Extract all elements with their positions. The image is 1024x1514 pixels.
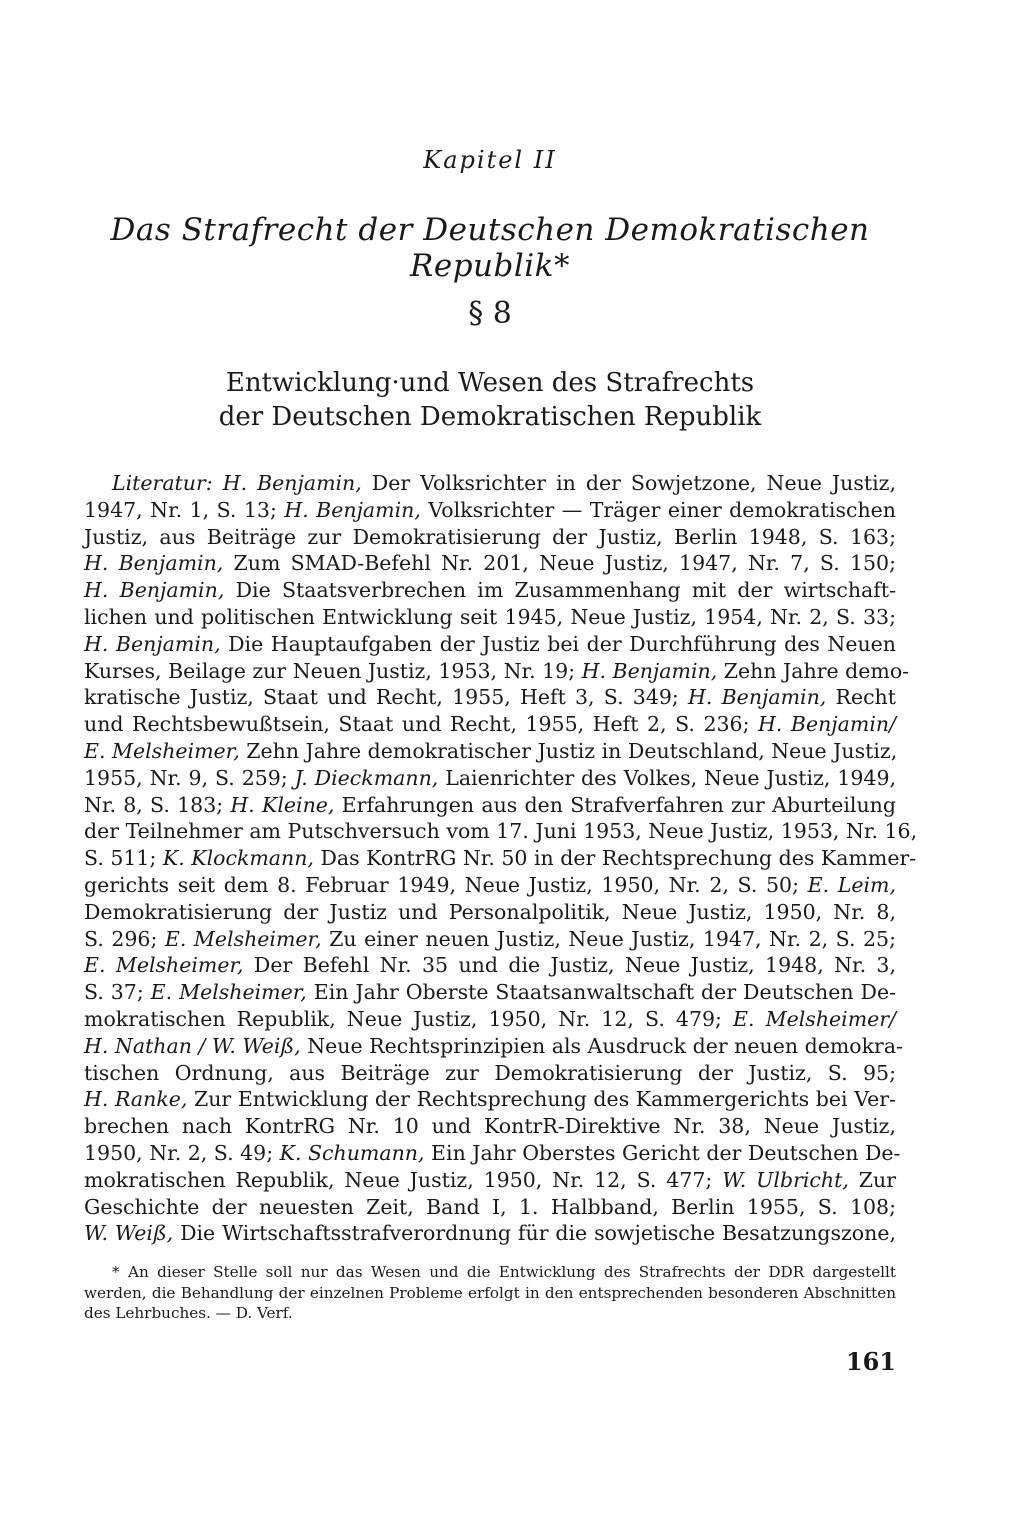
footnote: [84, 1262, 896, 1324]
literature-line: S. 37; E. Melsheimer, Ein Jahr Oberste Staatsanwaltschaft der Deutschen De-: [84, 980, 896, 1005]
literature-line: lichen und politischen Entwicklung seit 1945, Neue Justiz, 1954, Nr. 2, S. 33;: [84, 604, 896, 629]
literature-line: mokratischen Republik, Neue Justiz, 1950, Nr. 12, S. 479; E. Melsheimer/: [84, 1006, 896, 1031]
literature-line: Geschichte der neuesten Zeit, Band I, 1. Halbband, Berlin 1955, S. 108;: [84, 1194, 896, 1219]
literature-line: Literatur: H. Benjamin, Der Volksrichter in der Sowjetzone, Neue Justiz,: [112, 471, 896, 495]
literature-line: S. 511; K. Klockmann, Das KontrRG Nr. 50 in der Rechtsprechung des Kammer-: [84, 846, 917, 871]
section-heading-line: der Deutschen Demokratischen Republik: [218, 402, 762, 432]
literature-line: Demokratisierung der Justiz und Personalpolitik, Neue Justiz, 1950, Nr. 8,: [84, 899, 896, 924]
literature-line: 1950, Nr. 2, S. 49; K. Schumann, Ein Jahr Oberstes Gericht der Deutschen De-: [84, 1140, 901, 1165]
literature-line: 1955, Nr. 9, S. 259; J. Dieckmann, Laienrichter des Volkes, Neue Justiz, 1949,: [84, 765, 896, 790]
literature-line: 1947, Nr. 1, S. 13; H. Benjamin, Volksrichter — Träger einer demokratischen: [84, 497, 896, 522]
literature-line: kratische Justiz, Staat und Recht, 1955, Heft 3, S. 349; H. Benjamin, Recht: [84, 685, 896, 710]
literature-line: mokratischen Republik, Neue Justiz, 1950, Nr. 12, S. 477; W. Ulbricht, Zur: [84, 1167, 896, 1192]
literature-line: W. Weiß, Die Wirtschaftsstrafverordnung für die sowjetische Besatzungszone,: [84, 1221, 896, 1246]
literature-line: H. Benjamin, Die Hauptaufgaben der Justiz bei der Durchführung des Neuen: [84, 631, 896, 656]
literature-line: Justiz, aus Beiträge zur Demokratisierung der Justiz, Berlin 1948, S. 163;: [84, 524, 896, 549]
literature-line: tischen Ordnung, aus Beiträge zur Demokratisierung der Justiz, S. 95;: [84, 1060, 896, 1085]
literature-line: H. Benjamin, Zum SMAD-Befehl Nr. 201, Neue Justiz, 1947, Nr. 7, S. 150;: [84, 551, 896, 576]
literature-line: H. Ranke, Zur Entwicklung der Rechtsprechung des Kammergerichts bei Ver-: [84, 1087, 896, 1112]
footnote-line: des Lehrbuches. — D. Verf.: [84, 1304, 293, 1322]
literature-line: H. Benjamin, Die Staatsverbrechen im Zusammenhang mit der wirtschaft-: [84, 578, 896, 603]
footnote-line: werden, die Behandlung der einzelnen Probleme erfolgt in den entsprechenden besonderen Abschnitten: [84, 1283, 896, 1302]
literature-block: [84, 470, 918, 1247]
literature-line: der Teilnehmer am Putschversuch vom 17. Juni 1953, Neue Justiz, 1953, Nr. 16,: [84, 819, 918, 844]
literature-line: und Rechtsbewußtsein, Staat und Recht, 1955, Heft 2, S. 236; H. Benjamin/: [84, 712, 896, 737]
section-heading-line: Entwicklung·und Wesen des Strafrechts: [225, 368, 755, 398]
section-number: § 8: [468, 296, 512, 331]
section-heading: [84, 366, 896, 434]
footnote-line: * An dieser Stelle soll nur das Wesen und die Entwicklung des Strafrechts der DDR dargestellt: [112, 1263, 896, 1281]
literature-line: E. Melsheimer, Der Befehl Nr. 35 und die Justiz, Neue Justiz, 1948, Nr. 3,: [84, 953, 896, 978]
chapter-label: Kapitel II: [423, 146, 557, 174]
literature-line: E. Melsheimer, Zehn Jahre demokratischer Justiz in Deutschland, Neue Justiz,: [84, 738, 898, 763]
literature-line: Nr. 8, S. 183; H. Kleine, Erfahrungen aus den Strafverfahren zur Aburteilung: [84, 792, 897, 817]
chapter-title: Das Strafrecht der Deutschen Demokratischen Republik*: [110, 212, 870, 284]
book-page: [84, 0, 918, 1514]
literature-line: Kurses, Beilage zur Neuen Justiz, 1953, Nr. 19; H. Benjamin, Zehn Jahre demo-: [84, 658, 910, 683]
literature-line: gerichts seit dem 8. Februar 1949, Neue Justiz, 1950, Nr. 2, S. 50; E. Leim,: [84, 872, 896, 897]
literature-line: H. Nathan / W. Weiß, Neue Rechtsprinzipien als Ausdruck der neuen demokra-: [84, 1033, 903, 1058]
literature-line: brechen nach KontrRG Nr. 10 und KontrR-Direktive Nr. 38, Neue Justiz,: [84, 1114, 896, 1139]
literature-line: S. 296; E. Melsheimer, Zu einer neuen Justiz, Neue Justiz, 1947, Nr. 2, S. 25;: [84, 926, 896, 951]
page-number: 161: [845, 1347, 896, 1376]
